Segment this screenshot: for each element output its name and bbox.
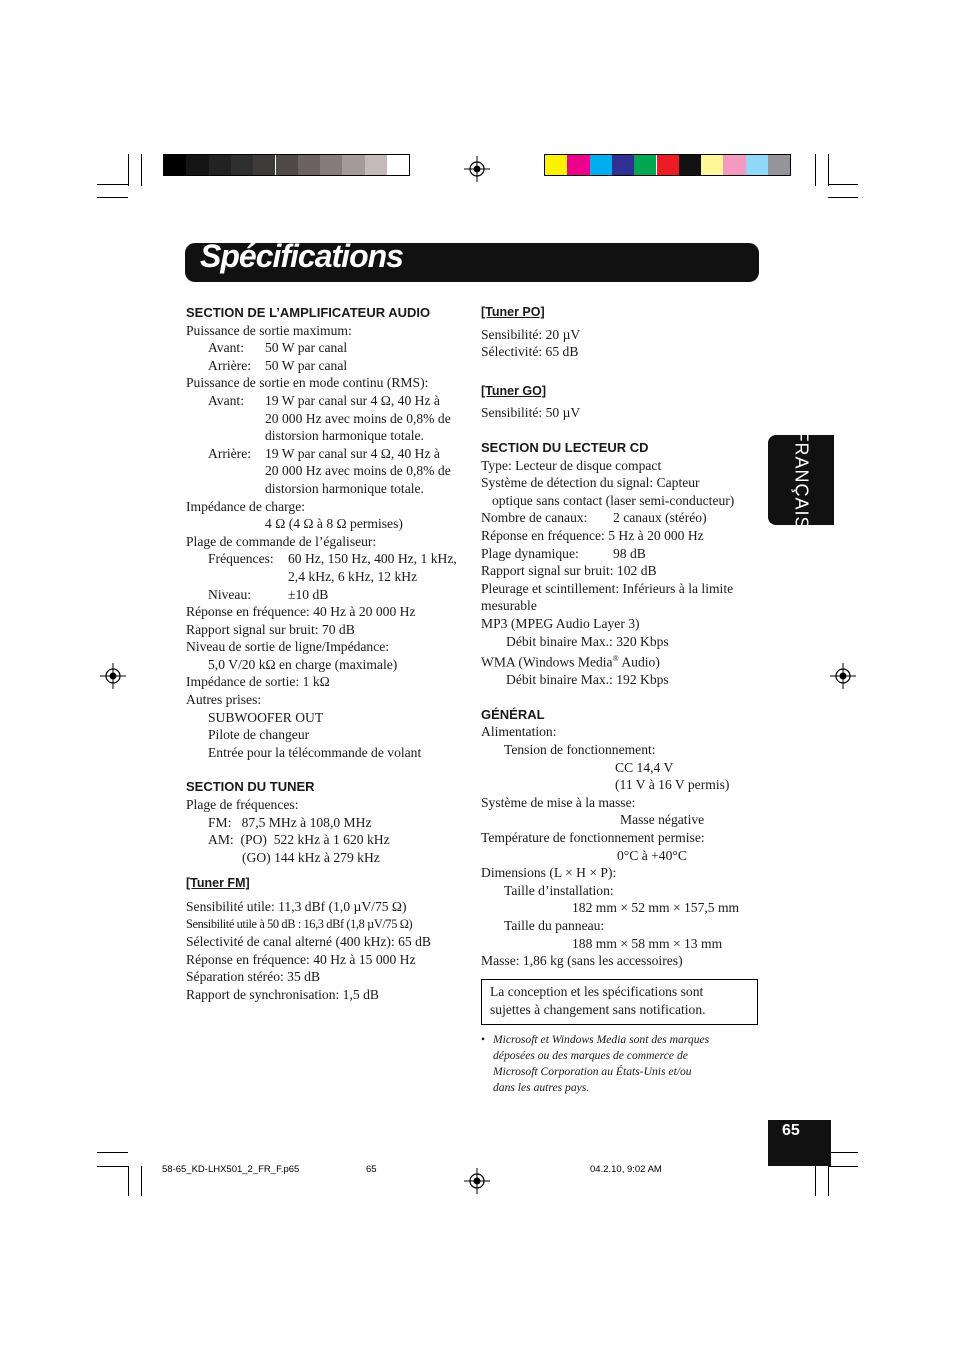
spec-line: Système de détection du signal: Capteur: [481, 475, 700, 491]
trademark-line: dans les autres pays.: [493, 1081, 590, 1094]
spec-line: Sélectivité de canal alterné (400 kHz): 65 dB: [186, 934, 431, 950]
spec-line: Plage de commande de l’égaliseur:: [186, 533, 377, 549]
spec-line: Réponse en fréquence: 40 Hz à 20 000 Hz: [186, 604, 416, 620]
trademark-line: Microsoft Corporation au États-Unis et/ou: [493, 1065, 692, 1078]
spec-line: Autres prises:: [186, 692, 262, 708]
spec-line: Pilote de changeur: [208, 727, 310, 743]
spec-line: Puissance de sortie maximum:: [186, 322, 352, 338]
spec-line: AM: (PO) 522 kHz à 1 620 kHz: [208, 832, 390, 848]
spec-line: Impédance de charge:: [186, 498, 306, 514]
spec-line: mesurable: [481, 598, 537, 614]
section-heading: SECTION DU LECTEUR CD: [481, 439, 649, 455]
right-column: [481, 303, 766, 970]
trademark-note: [481, 1032, 709, 1096]
spec-line: 0°C à +40°C: [617, 847, 687, 863]
spec-line: Réponse en fréquence: 40 Hz à 15 000 Hz: [186, 951, 416, 967]
spec-line: (GO) 144 kHz à 279 kHz: [242, 849, 380, 865]
language-tab-label: FRANÇAIS: [791, 430, 812, 530]
spec-line: Masse négative: [620, 812, 705, 828]
footer-filename: 58-65_KD-LHX501_2_FR_F.p65: [162, 1164, 300, 1175]
section-heading: SECTION DU TUNER: [186, 779, 315, 795]
spec-line: MP3 (MPEG Audio Layer 3): [481, 615, 640, 631]
spec-line: Alimentation:: [481, 724, 557, 740]
footer-page: 65: [366, 1164, 377, 1175]
spec-line: Sensibilité utile: 11,3 dBf (1,0 µV/75 Ω): [186, 899, 407, 914]
spec-line: Sensibilité: 50 µV: [481, 405, 581, 421]
subsection-heading: [Tuner GO]: [481, 383, 547, 398]
spec-line: Réponse en fréquence: 5 Hz à 20 000 Hz: [481, 527, 704, 543]
spec-line: Débit binaire Max.: 320 Kbps: [506, 633, 669, 649]
spec-line: Pleurage et scintillement: Inférieurs à la limite: [481, 580, 734, 596]
swatch-frame: [544, 154, 791, 176]
spec-line: Système de mise à la masse:: [481, 794, 636, 810]
spec-line: Température de fonctionnement permise:: [481, 829, 705, 845]
spec-line: optique sans contact (laser semi-conducteur): [492, 492, 735, 508]
spec-line: Arrière: 50 W par canal: [208, 357, 348, 373]
subsection-heading: [Tuner FM]: [186, 876, 250, 891]
registration-mark-icon: [464, 1168, 490, 1194]
spec-line: distorsion harmonique totale.: [265, 480, 424, 496]
registration-mark-icon: [100, 663, 126, 689]
spec-line: Taille d’installation:: [504, 882, 614, 898]
spec-line: 5,0 V/20 kΩ en charge (maximale): [208, 656, 398, 672]
spec-line: 20 000 Hz avec moins de 0,8% de: [265, 410, 451, 426]
spec-line: Taille du panneau:: [504, 917, 605, 933]
spec-line: Sensibilité utile à 50 dB : 16,3 dBf (1,8 µV/75 Ω): [186, 916, 413, 931]
left-column: [186, 303, 471, 1004]
notice-line: sujettes à changement sans notification.: [490, 1001, 706, 1017]
spec-line: Plage dynamique: 98 dB: [481, 545, 646, 561]
spec-line: Séparation stéréo: 35 dB: [186, 969, 321, 985]
spec-line: Tension de fonctionnement:: [504, 742, 656, 757]
spec-line: 2,4 kHz, 6 kHz, 12 kHz: [288, 568, 418, 584]
spec-line: Rapport de synchronisation: 1,5 dB: [186, 986, 379, 1002]
spec-line: Avant: 19 W par canal sur 4 Ω, 40 Hz à: [208, 392, 440, 408]
swatch-frame: [163, 154, 410, 176]
spec-line: Arrière: 19 W par canal sur 4 Ω, 40 Hz à: [208, 445, 440, 461]
trademark-line: • Microsoft et Windows Media sont des marques: [481, 1033, 710, 1046]
spec-line: CC 14,4 V: [615, 759, 674, 775]
section-heading: GÉNÉRAL: [481, 706, 545, 722]
spec-line: Niveau: ±10 dB: [208, 586, 329, 602]
section-heading: SECTION DE L’AMPLIFICATEUR AUDIO: [186, 305, 431, 320]
notice-text: [490, 983, 706, 1018]
spec-line: (11 V à 16 V permis): [615, 777, 730, 793]
spec-line: Entrée pour la télécommande de volant: [208, 744, 422, 760]
spec-line: 20 000 Hz avec moins de 0,8% de: [265, 463, 451, 479]
spec-line: 188 mm × 58 mm × 13 mm: [572, 935, 723, 951]
footer-date: 04.2.10, 9:02 AM: [590, 1164, 662, 1175]
page-title: Spécifications: [200, 238, 403, 274]
spec-line: Plage de fréquences:: [186, 797, 299, 813]
spec-line: Masse: 1,86 kg (sans les accessoires): [481, 953, 683, 969]
spec-line: FM: 87,5 MHz à 108,0 MHz: [208, 814, 372, 830]
page-number: 65: [782, 1122, 800, 1139]
spec-line: SUBWOOFER OUT: [208, 709, 324, 725]
trademark-line: déposées ou des marques de commerce de: [493, 1049, 688, 1062]
spec-line: Impédance de sortie: 1 kΩ: [186, 674, 330, 690]
spec-line: Nombre de canaux: 2 canaux (stéréo): [481, 510, 707, 526]
registration-mark-icon: [830, 663, 856, 689]
notice-line: La conception et les spécifications sont: [490, 984, 704, 999]
spec-line: 182 mm × 52 mm × 157,5 mm: [572, 900, 740, 916]
spec-line: Niveau de sortie de ligne/Impédance:: [186, 639, 390, 655]
spec-line: distorsion harmonique totale.: [265, 428, 424, 444]
spec-line: 4 Ω (4 Ω à 8 Ω permises): [265, 516, 403, 532]
spec-line: Sensibilité: 20 µV: [481, 326, 581, 342]
spec-line: WMA (Windows Media® Audio): [481, 654, 660, 670]
spec-line: Rapport signal sur bruit: 102 dB: [481, 563, 657, 579]
spec-line: Débit binaire Max.: 192 Kbps: [506, 672, 669, 688]
spec-line: Puissance de sortie en mode continu (RMS):: [186, 375, 429, 391]
subsection-heading: [Tuner PO]: [481, 305, 545, 319]
spec-line: Rapport signal sur bruit: 70 dB: [186, 621, 355, 637]
spec-line: Avant: 50 W par canal: [208, 340, 348, 356]
registration-mark-icon: [464, 156, 490, 182]
spec-line: Type: Lecteur de disque compact: [481, 457, 662, 473]
spec-line: Fréquences: 60 Hz, 150 Hz, 400 Hz, 1 kHz,: [208, 551, 457, 567]
spec-line: Dimensions (L × H × P):: [481, 865, 617, 881]
spec-line: Sélectivité: 65 dB: [481, 344, 579, 360]
